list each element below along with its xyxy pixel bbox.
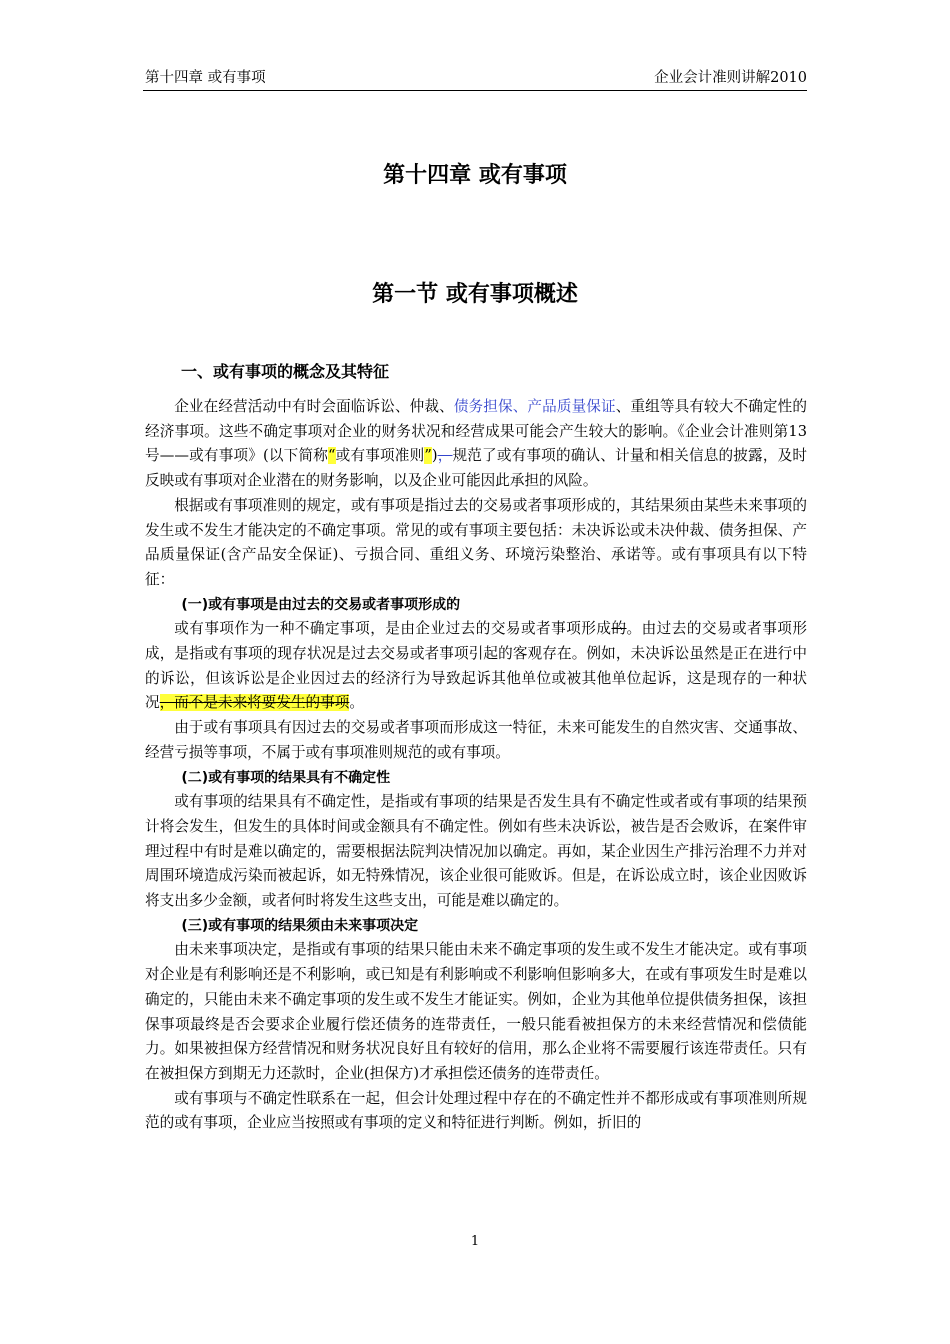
header-rule <box>143 90 807 91</box>
paragraph-6: 由未来事项决定，是指或有事项的结果只能由未来不确定事项的发生或不发生才能决定。或有事项对企业是有利影响还是不利影响，或已知是有利影响或不利影响但影响多大，在或有事项发生时是难以确定的，只能由未来不确定事项的发生或不发生才能证实。例如，企业为其他单位提供债务担保，该担保事项最终是否会要求企业履行偿还债务的连带责任，一般只能看被担保方的未来经营情况和偿债能力。如果被担保方经营情况和财务状况良好且有较好的信用，那么企业将不需要履行该连带责任。只有在被担保方到期无力还款时，企业(担保方)才承担偿还债务的连带责任。 <box>145 941 807 1082</box>
text-run: 或有事项作为一种不确定事项，是由企业过去的交易或者事项形成 <box>174 620 612 638</box>
header-chapter: 第十四章 或有事项 <box>145 70 266 86</box>
highlighted-quote: ” <box>424 447 432 465</box>
chapter-title: 第十四章 或有事项 <box>383 163 567 188</box>
paragraph-7: 或有事项与不确定性联系在一起，但会计处理过程中存在的不确定性并不都形成或有事项准则所规范的或有事项，企业应当按照或有事项的定义和特征进行判断。例如，折旧的 <box>145 1089 807 1132</box>
text-run: 。 <box>349 694 364 712</box>
text-run: 或有事项准则 <box>335 447 425 465</box>
paragraph-4: 由于或有事项具有因过去的交易或者事项而形成这一特征，未来可能发生的自然灾害、交通事故、经营亏损等事项，不属于或有事项准则规范的或有事项。 <box>145 719 807 761</box>
heading-concept: 一、或有事项的概念及其特征 <box>181 362 390 381</box>
highlighted-quote: “ <box>328 447 336 465</box>
text-run: 企业在经营活动中有时会面临诉讼、仲裁、 <box>174 398 454 415</box>
page-number: 1 <box>470 1234 480 1249</box>
header-book-title: 企业会计准则讲解2010 <box>654 70 807 86</box>
body-text <box>145 395 807 1136</box>
running-header <box>145 68 807 88</box>
text-run: ) <box>431 447 438 465</box>
text-run: 规范了 <box>452 447 497 465</box>
text-run: 、重组等具有较大不确定性的经济事项。这些不确定事项对企业的财务状况和经营成果可能会产生较大的影响。《企业会计准则第13号——或有事项》(以下简称 <box>145 398 807 465</box>
deleted-text: 的 <box>611 620 627 638</box>
paragraph-2: 根据或有事项准则的规定，或有事项是指过去的交易或者事项形成的，其结果须由某些未来事项的发生或不发生才能决定的不确定事项。常见的或有事项主要包括：未决诉讼或未决仲裁、债务担保、产品质量保证(含产品安全保证)、亏损合同、重组义务、环境污染整治、承诺等。或有事项具有以下特征： <box>145 496 807 588</box>
deleted-text: ， <box>437 447 453 465</box>
subheading-2: (二)或有事项的结果具有不确定性 <box>181 769 391 786</box>
subheading-1: (一)或有事项是由过去的交易或者事项形成的 <box>181 596 461 613</box>
subheading-3: (三)或有事项的结果须由未来事项决定 <box>181 917 419 934</box>
highlighted-deleted-text: ，而不是未来将要发生的事项 <box>159 694 350 712</box>
paragraph-5: 或有事项的结果具有不确定性，是指或有事项的结果是否发生具有不确定性或者或有事项的结果预计将会发生，但发生的具体时间或金额具有不确定性。例如有些未决诉讼，被告是否会败诉，在案件审理过程中有时是难以确定的，需要根据法院判决情况加以确定。再如，某企业因生产排污治理不力并对周围环境造成污染而被起诉，如无特殊情况，该企业很可能败诉。但是，在诉讼成立时，该企业因败诉将支出多少金额，或者何时将发生这些支出，可能是难以确定的。 <box>145 793 807 910</box>
section-title: 第一节 或有事项概述 <box>372 282 578 307</box>
inserted-text: 债务担保、产品质量保证 <box>453 398 616 415</box>
paragraph-3 <box>145 617 807 716</box>
text-run: 。由过去的交易或者事项形成，是指或有事项的现存状况是过去交易或者事项引起的客观存在。例如，未决诉讼虽然是正在进行中的诉讼，但该诉讼是企业因过去的经济行为导致起诉其他单位或被其他单位起诉，这是现存的一种状况 <box>145 620 807 712</box>
paragraph-1 <box>145 395 807 494</box>
text-run: 或有事项的确认、计量和相关信息的披露，及时反映或有事项对企业潜在的财务影响，以及企业可能因此承担的风险。 <box>145 447 807 490</box>
